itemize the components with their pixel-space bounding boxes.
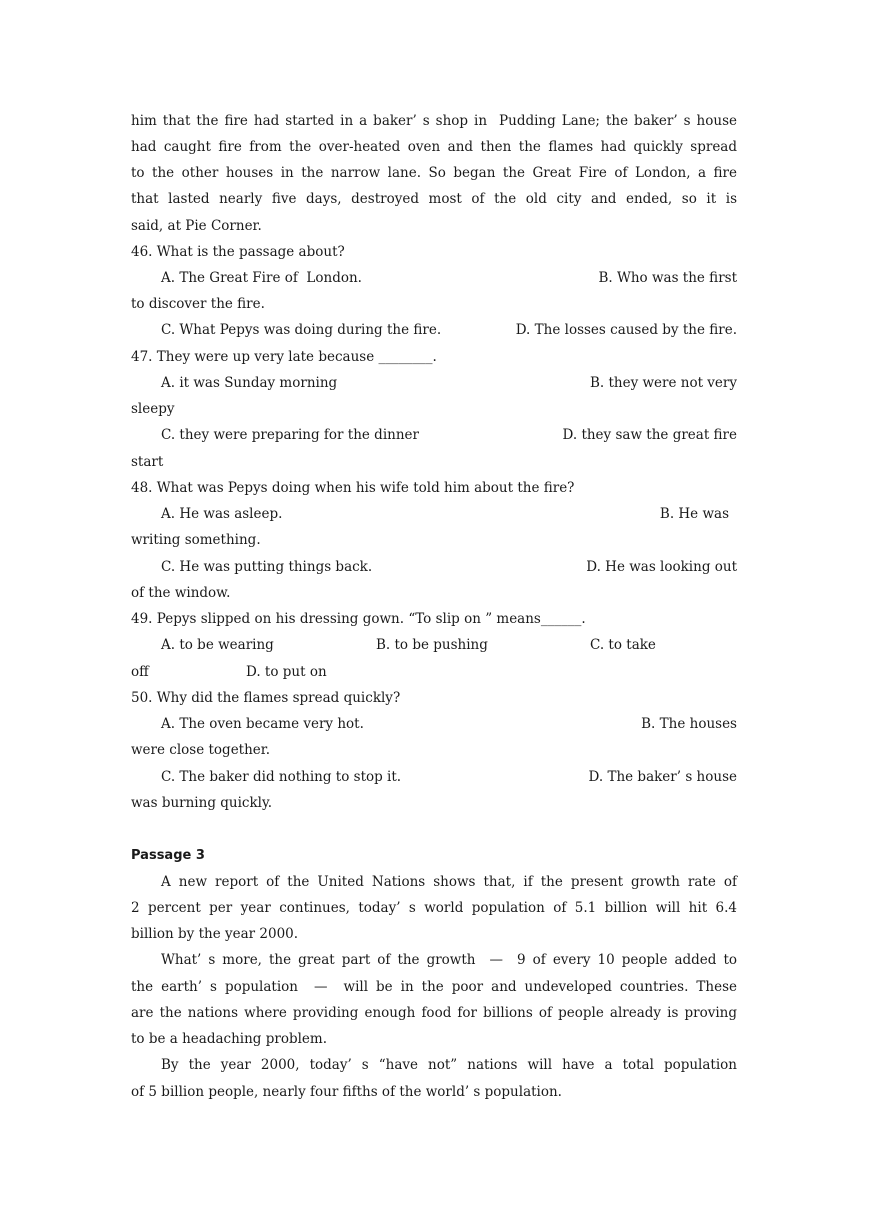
question-stem: 47. They were up very late because ________. — [131, 349, 437, 365]
option-continuation: off — [131, 664, 149, 680]
option-continuation: to discover the fire. — [131, 296, 265, 312]
option-a: A. it was Sunday morning — [161, 375, 338, 391]
option-d: D. The baker’ s house — [588, 769, 737, 785]
paragraph-line: that lasted nearly five days, destroyed most of the old city and ended, so it is — [131, 191, 737, 207]
option-c: C. they were preparing for the dinner — [161, 427, 419, 443]
option-continuation: start — [131, 454, 164, 470]
paragraph-line: of 5 billion people, nearly four fifths of the world’ s population. — [131, 1084, 562, 1100]
option-continuation: of the window. — [131, 585, 231, 601]
option-d: D. He was looking out — [586, 559, 737, 575]
option-c: C. What Pepys was doing during the fire. — [161, 322, 442, 338]
option-continuation: writing something. — [131, 532, 261, 548]
option-b: B. The houses — [641, 716, 737, 732]
paragraph-line: to be a headaching problem. — [131, 1031, 327, 1047]
option-b: B. He was — [659, 506, 729, 522]
option-a: A. The oven became very hot. — [161, 716, 364, 732]
option-continuation: were close together. — [131, 742, 271, 758]
paragraph-line: the earth’ s population — will be in the poor and undeveloped countries. These — [131, 979, 737, 995]
paragraph-line: What’ s more, the great part of the growth — 9 of every 10 people added to — [161, 952, 737, 968]
question-stem: 48. What was Pepys doing when his wife told him about the fire? — [131, 480, 575, 496]
question-stem: 50. Why did the flames spread quickly? — [131, 690, 401, 706]
question-stem: 49. Pepys slipped on his dressing gown. “To slip on ” means______. — [131, 611, 586, 627]
option-continuation: sleepy — [131, 401, 175, 417]
option-a: A. He was asleep. — [161, 506, 283, 522]
option-d: D. to put on — [246, 664, 327, 680]
option-a: A. The Great Fire of London. — [161, 270, 362, 286]
paragraph-line: said, at Pie Corner. — [131, 218, 262, 234]
option-a: A. to be wearing — [161, 637, 274, 653]
option-b: B. to be pushing — [376, 637, 488, 653]
passage-heading: Passage 3 — [131, 848, 205, 863]
paragraph-line: A new report of the United Nations shows that, if the present growth rate of — [161, 874, 737, 890]
paragraph-line: billion by the year 2000. — [131, 926, 299, 942]
option-d: D. they saw the great fire — [562, 427, 737, 443]
paragraph-line: to the other houses in the narrow lane. So began the Great Fire of London, a fire — [131, 165, 737, 181]
paragraph-line: 2 percent per year continues, today’ s world population of 5.1 billion will hit 6.4 — [131, 900, 737, 916]
paragraph-line: had caught fire from the over-heated oven and then the flames had quickly spread — [131, 139, 737, 155]
option-b: B. they were not very — [589, 375, 737, 391]
option-c: C. He was putting things back. — [161, 559, 373, 575]
option-continuation: was burning quickly. — [131, 795, 273, 811]
question-stem: 46. What is the passage about? — [131, 244, 345, 260]
paragraph-line: him that the fire had started in a baker’ s shop in Pudding Lane; the baker’ s house — [131, 113, 737, 129]
option-c: C. to take — [590, 637, 656, 653]
option-b: B. Who was the first — [598, 270, 737, 286]
paragraph-line: are the nations where providing enough food for billions of people already is proving — [131, 1005, 737, 1021]
paragraph-line: By the year 2000, today’ s “have not” nations will have a total population — [161, 1057, 737, 1073]
option-c: C. The baker did nothing to stop it. — [161, 769, 402, 785]
option-d: D. The losses caused by the fire. — [515, 322, 737, 338]
